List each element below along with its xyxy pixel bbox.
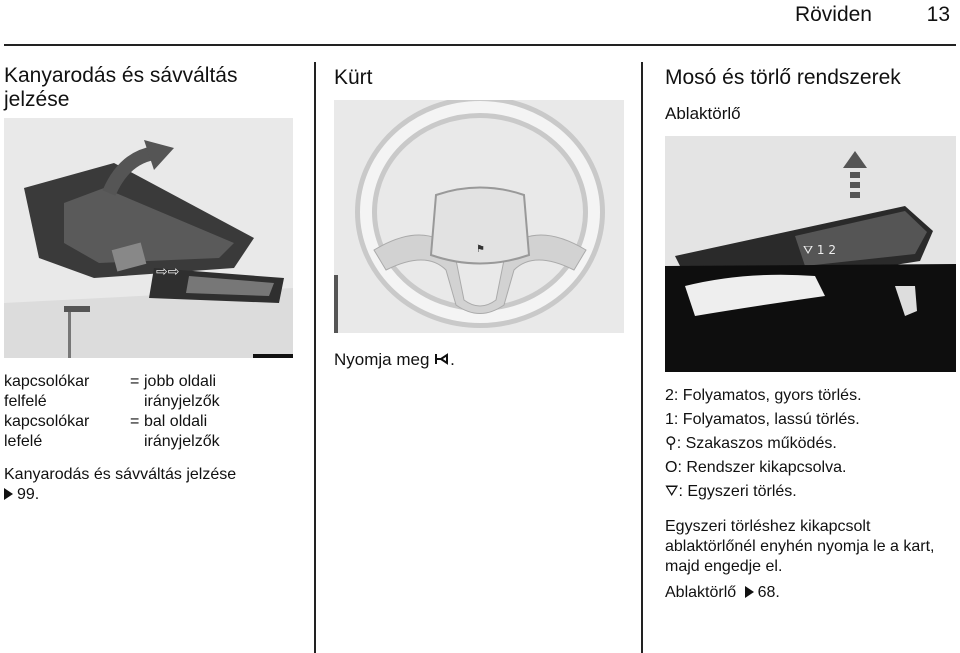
turn-signal-lever-figure [4, 118, 293, 358]
running-header-title: Röviden [794, 3, 872, 26]
column-separator-2 [641, 62, 643, 653]
list-item: ⚲: Szakaszos működés. [665, 435, 837, 452]
legend-term: kapcsolókar lefelé [4, 413, 90, 450]
list-item: ⛛: Egyszeri törlés. [665, 483, 797, 500]
legend-desc: jobb oldali irányjelzők [144, 373, 220, 410]
wiper-positions-list [665, 386, 955, 506]
horn-icon [434, 352, 450, 366]
turn-signal-heading: Kanyarodás és sávváltás jelzése [4, 64, 238, 111]
horn-instruction-end: . [450, 350, 455, 369]
wiper-lever-figure [665, 136, 956, 372]
steering-wheel-figure [334, 100, 624, 333]
wiper-reference [665, 583, 780, 603]
column-separator-1 [314, 62, 316, 653]
legend-eq: = [130, 373, 140, 390]
figure-marker [253, 354, 293, 358]
legend-term: kapcsolókar felfelé [4, 373, 90, 410]
list-item: O: Rendszer kikapcsolva. [665, 459, 847, 476]
turn-signal-legend [4, 372, 304, 452]
horn-instruction-text: Nyomja meg [334, 350, 430, 369]
horn-instruction [334, 350, 455, 370]
position-key: 1 [665, 411, 674, 428]
list-item: 2: Folyamatos, gyors törlés. [665, 387, 862, 404]
turn-signal-reference [4, 465, 304, 505]
page-ref-arrow-icon [4, 488, 13, 500]
reference-page[interactable]: 68. [757, 584, 780, 601]
list-item: 1: Folyamatos, lassú törlés. [665, 411, 860, 428]
reference-page[interactable]: 99. [17, 486, 40, 503]
single-wipe-icon: ⛛ [665, 483, 679, 500]
intermittent-wipe-icon: ⚲ [665, 435, 677, 452]
svg-text:⇨⇨: ⇨⇨ [156, 264, 180, 280]
legend-eq: = [130, 413, 140, 430]
position-key: 2 [665, 387, 674, 404]
reference-text: Kanyarodás és sávváltás jelzése [4, 466, 237, 483]
reference-text: Ablaktörlő [665, 584, 737, 601]
position-key: O [665, 459, 678, 476]
header-rule [4, 44, 956, 46]
page-number: 13 [926, 3, 950, 26]
horn-heading: Kürt [334, 66, 373, 89]
svg-text:⚑: ⚑ [476, 244, 485, 255]
legend-desc: bal oldali irányjelzők [144, 413, 220, 450]
washer-wiper-heading: Mosó és törlő rendszerek [665, 66, 901, 89]
svg-text:⛛ 1 2: ⛛ 1 2 [803, 243, 836, 257]
single-wipe-paragraph: Egyszeri törléshez kikapcsolt ablaktörlőnél enyhén nyomja le a kart, majd engedje el. [665, 518, 935, 575]
page-ref-arrow-icon [745, 586, 754, 598]
wiper-subheading: Ablaktörlő [665, 104, 741, 123]
